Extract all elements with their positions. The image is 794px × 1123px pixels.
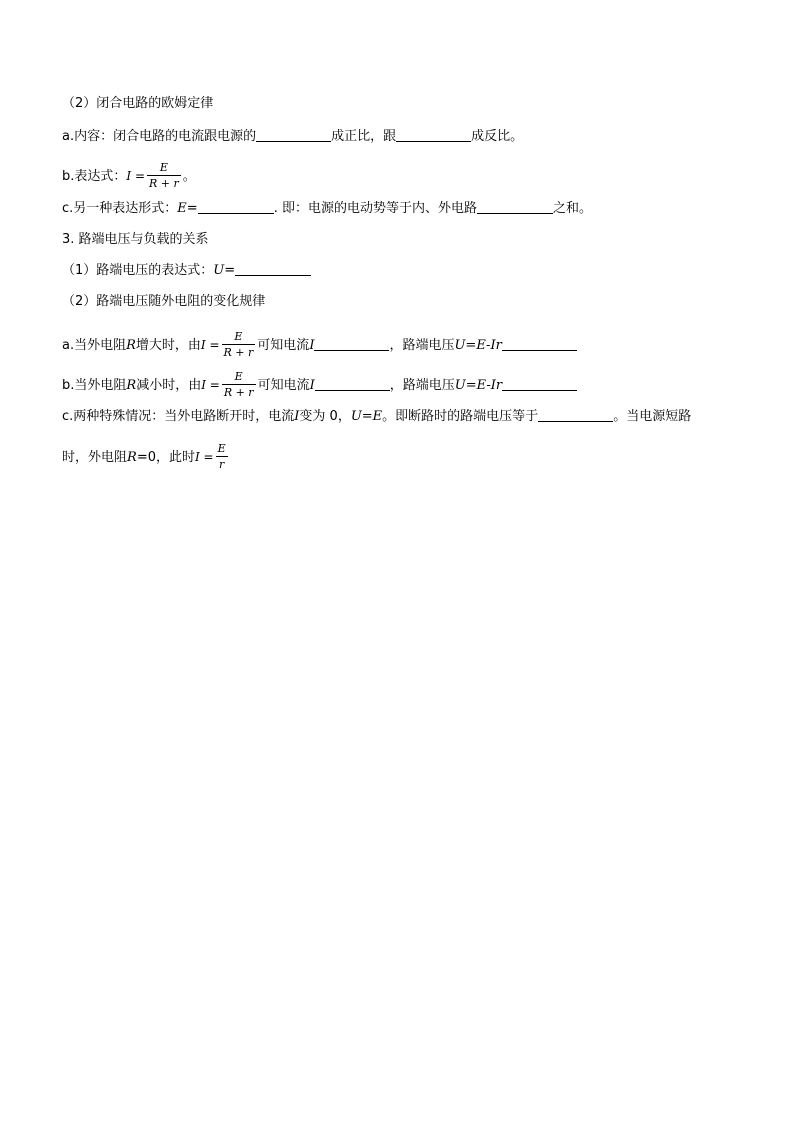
fraction [222,370,256,399]
text: . 即：电源的电动势等于内、外电路 [273,201,477,216]
heading-text: （2）路端电压随外电阻的变化规律 [62,294,266,309]
fill-blank[interactable] [502,377,577,391]
fill-blank[interactable] [477,200,553,214]
line-alt-expression [62,200,592,216]
var-u: U [213,263,225,278]
formula-lhs: I = [200,338,220,352]
fraction [222,330,256,359]
formula-lhs: I = [194,450,214,464]
var-r: R [127,450,137,465]
fraction-numerator: E [217,442,226,455]
formula-lhs: I = [201,378,220,392]
text: 增大时，由 [135,338,201,353]
fraction-denominator: R + r [223,386,254,399]
fill-blank[interactable] [235,262,311,276]
text: 。即断路时的路端电压等于 [382,409,539,424]
fill-blank[interactable] [198,200,274,214]
line-expression [62,161,196,190]
text: 成反比。 [471,129,524,144]
text: （1）路端电压的表达式： [62,263,214,278]
var-i: I [309,378,315,393]
heading-ohms-law [62,96,213,112]
text: 时，外电阻 [62,450,128,465]
text: = [224,263,236,278]
var-e: E [177,201,187,216]
text: 。 [182,169,196,184]
line-content [62,128,523,144]
text: ，路端电压 [389,338,455,353]
formula-lhs: I = [126,169,145,183]
text: 。当电源短路 [613,409,692,424]
text: b.当外电阻 [62,378,127,393]
line-resistance-increase [62,330,577,359]
line-voltage-expression [62,262,311,278]
text: b.表达式： [62,169,127,184]
fill-blank[interactable] [538,408,613,422]
text: 成正比，跟 [331,129,397,144]
text: a.内容：闭合电路的电流跟电源的 [62,129,257,144]
line-resistance-decrease [62,370,577,399]
text: ，路端电压 [389,378,455,393]
text: 之和。 [552,201,592,216]
var-r: R [126,378,137,393]
heading-text: （2）闭合电路的欧姆定律 [62,96,214,111]
fraction [216,442,228,471]
formula-u: U=E-Ir [454,338,502,353]
text: 减小时，由 [136,378,202,393]
var-r: R [126,338,136,353]
fraction-denominator: R + r [149,177,179,190]
text: = [186,201,198,216]
fraction-numerator: E [222,370,256,385]
text: =0，此时 [136,450,195,465]
fill-blank[interactable] [315,377,390,391]
text: 可知电流 [257,338,310,353]
text: 可知电流 [257,378,310,393]
var-i: I [309,338,315,353]
text: a.当外电阻 [62,338,127,353]
text: c.两种特殊情况：当外电路断开时，电流 [62,409,295,424]
fill-blank[interactable] [314,337,389,351]
formula-u: U=E-Ir [454,378,503,393]
fraction-numerator: E [222,330,256,345]
formula-u-e: U=E [350,409,383,424]
fill-blank[interactable] [396,128,471,142]
var-i: I [294,409,300,424]
fraction-numerator: E [147,161,181,176]
fraction-denominator: R + r [223,346,254,359]
heading-text: 3. 路端电压与负载的关系 [62,232,209,247]
text: 变为 0， [299,409,351,424]
line-short-circuit [62,442,230,471]
fraction-denominator: r [218,458,225,471]
fill-blank[interactable] [502,337,577,351]
line-special-cases [62,408,691,424]
fraction [147,161,181,190]
heading-terminal-voltage [62,232,209,248]
heading-variation [62,294,265,310]
text: c.另一种表达形式： [62,201,178,216]
fill-blank[interactable] [256,128,331,142]
